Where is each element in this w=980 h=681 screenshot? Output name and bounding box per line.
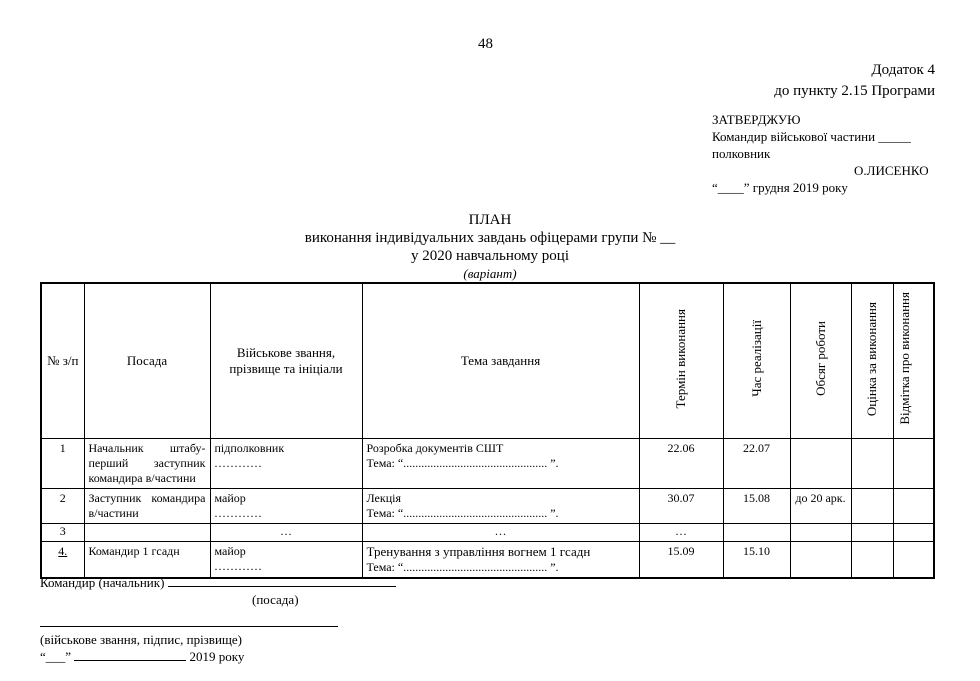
header-time-text: Час реалізації: [748, 320, 764, 398]
row2-rank-dots: ............: [214, 505, 263, 520]
position-label: (посада): [252, 592, 299, 607]
header-rank: Військове звання, прізвище та ініціали: [210, 283, 362, 438]
table-row: [41, 541, 934, 578]
header-time: [723, 283, 790, 438]
row2-num: 2: [41, 488, 84, 523]
row1-time: 22.07: [723, 438, 790, 488]
date-suffix: 2019 року: [189, 649, 245, 664]
row2-topic-title: Лекція: [366, 490, 401, 505]
row3-rank: …: [210, 523, 362, 541]
header-volume: [790, 283, 851, 438]
table-row: [41, 438, 934, 488]
commander-line: [40, 574, 396, 591]
row2-rank-title: майор: [214, 490, 246, 505]
page-number: 48: [478, 36, 493, 52]
header-volume-text: Обсяг роботи: [812, 321, 828, 397]
appendix-line1: Додаток 4: [871, 62, 935, 78]
row3-num: 3: [41, 523, 84, 541]
approval-rank: полковник: [712, 146, 771, 161]
row2-time: 15.08: [723, 488, 790, 523]
row3-note: [893, 523, 934, 541]
table-row: [41, 488, 934, 523]
row3-topic: …: [362, 523, 639, 541]
row3-position: [84, 523, 210, 541]
row4-topic: [362, 541, 639, 578]
approval-name: О.ЛИСЕНКО: [854, 163, 929, 178]
header-deadline: [639, 283, 723, 438]
row3-grade: [851, 523, 893, 541]
title-line3: у 2020 навчальному році: [410, 248, 570, 264]
row2-topic-theme: Тема: “................................................ ”.: [366, 505, 559, 520]
row4-time: 15.10: [723, 541, 790, 578]
signature-block: [40, 574, 396, 665]
row4-topic-title: Тренування з управління вогнем 1 гсадн: [366, 543, 591, 559]
row2-position: Заступник командира в/частини: [84, 488, 210, 523]
row1-rank-dots: ............: [214, 455, 263, 470]
row1-topic-theme: Тема: “................................................ ”.: [366, 455, 559, 470]
row1-grade: [851, 438, 893, 488]
row1-volume: [790, 438, 851, 488]
row4-rank-dots: ............: [214, 558, 263, 573]
row4-position: Командир 1 гсадн: [84, 541, 210, 578]
row2-volume: до 20 арк.: [790, 488, 851, 523]
row2-grade: [851, 488, 893, 523]
table-row: [41, 523, 934, 541]
row2-note: [893, 488, 934, 523]
row4-grade: [851, 541, 893, 578]
row2-topic: [362, 488, 639, 523]
header-grade-text: Оцінка за виконання: [864, 301, 879, 416]
row1-topic: [362, 438, 639, 488]
row4-deadline: 15.09: [639, 541, 723, 578]
date-prefix: “___”: [40, 649, 72, 664]
row1-rank: [210, 438, 362, 488]
commander-label: Командир (начальник): [40, 575, 165, 590]
approval-heading: ЗАТВЕРДЖУЮ: [712, 112, 801, 127]
approval-block: [712, 111, 929, 196]
commander-signature-line: [168, 575, 396, 587]
date-blank-line: [74, 649, 186, 661]
row1-num: 1: [41, 438, 84, 488]
row2-rank: [210, 488, 362, 523]
row1-note: [893, 438, 934, 488]
plan-table: [40, 282, 935, 579]
row1-topic-title: Розробка документів СШТ: [366, 440, 504, 455]
header-note: [893, 283, 934, 438]
approval-commander: Командир військової частини _____: [712, 129, 911, 144]
row4-note: [893, 541, 934, 578]
title-line1: ПЛАН: [468, 212, 512, 228]
row4-topic-theme: Тема: “................................................ ”.: [366, 559, 559, 574]
approval-date: “____” грудня 2019 року: [712, 180, 848, 195]
title-variant: (варіант): [463, 266, 517, 281]
row4-num: 4.: [41, 541, 84, 578]
row3-deadline: …: [639, 523, 723, 541]
row2-deadline: 30.07: [639, 488, 723, 523]
row4-rank: [210, 541, 362, 578]
header-deadline-text: Термін виконання: [673, 309, 688, 409]
appendix-line2: до пункту 2.15 Програми: [774, 83, 935, 99]
header-note-text: Відмітка про виконання: [897, 292, 913, 426]
header-position: Посада: [84, 283, 210, 438]
header-topic: Тема завдання: [362, 283, 639, 438]
appendix-note: [774, 60, 935, 102]
row3-volume: [790, 523, 851, 541]
table-header-row: [41, 283, 934, 438]
row4-volume: [790, 541, 851, 578]
rank-signature-line: [40, 615, 338, 627]
row1-rank-title: підполковник: [214, 440, 285, 455]
row4-rank-title: майор: [214, 543, 246, 558]
row1-position: Начальник штабу- перший заступник командира в/частини: [84, 438, 210, 488]
title-line2: виконання індивідуальних завдань офіцерами групи № __: [304, 230, 676, 246]
rank-line: [40, 614, 396, 631]
header-num: № з/п: [41, 283, 84, 438]
document-title: [0, 211, 980, 283]
row3-time: [723, 523, 790, 541]
row1-deadline: 22.06: [639, 438, 723, 488]
rank-label: (військове звання, підпис, прізвище): [40, 632, 243, 647]
date-line: [40, 648, 396, 665]
header-grade: [851, 283, 893, 438]
